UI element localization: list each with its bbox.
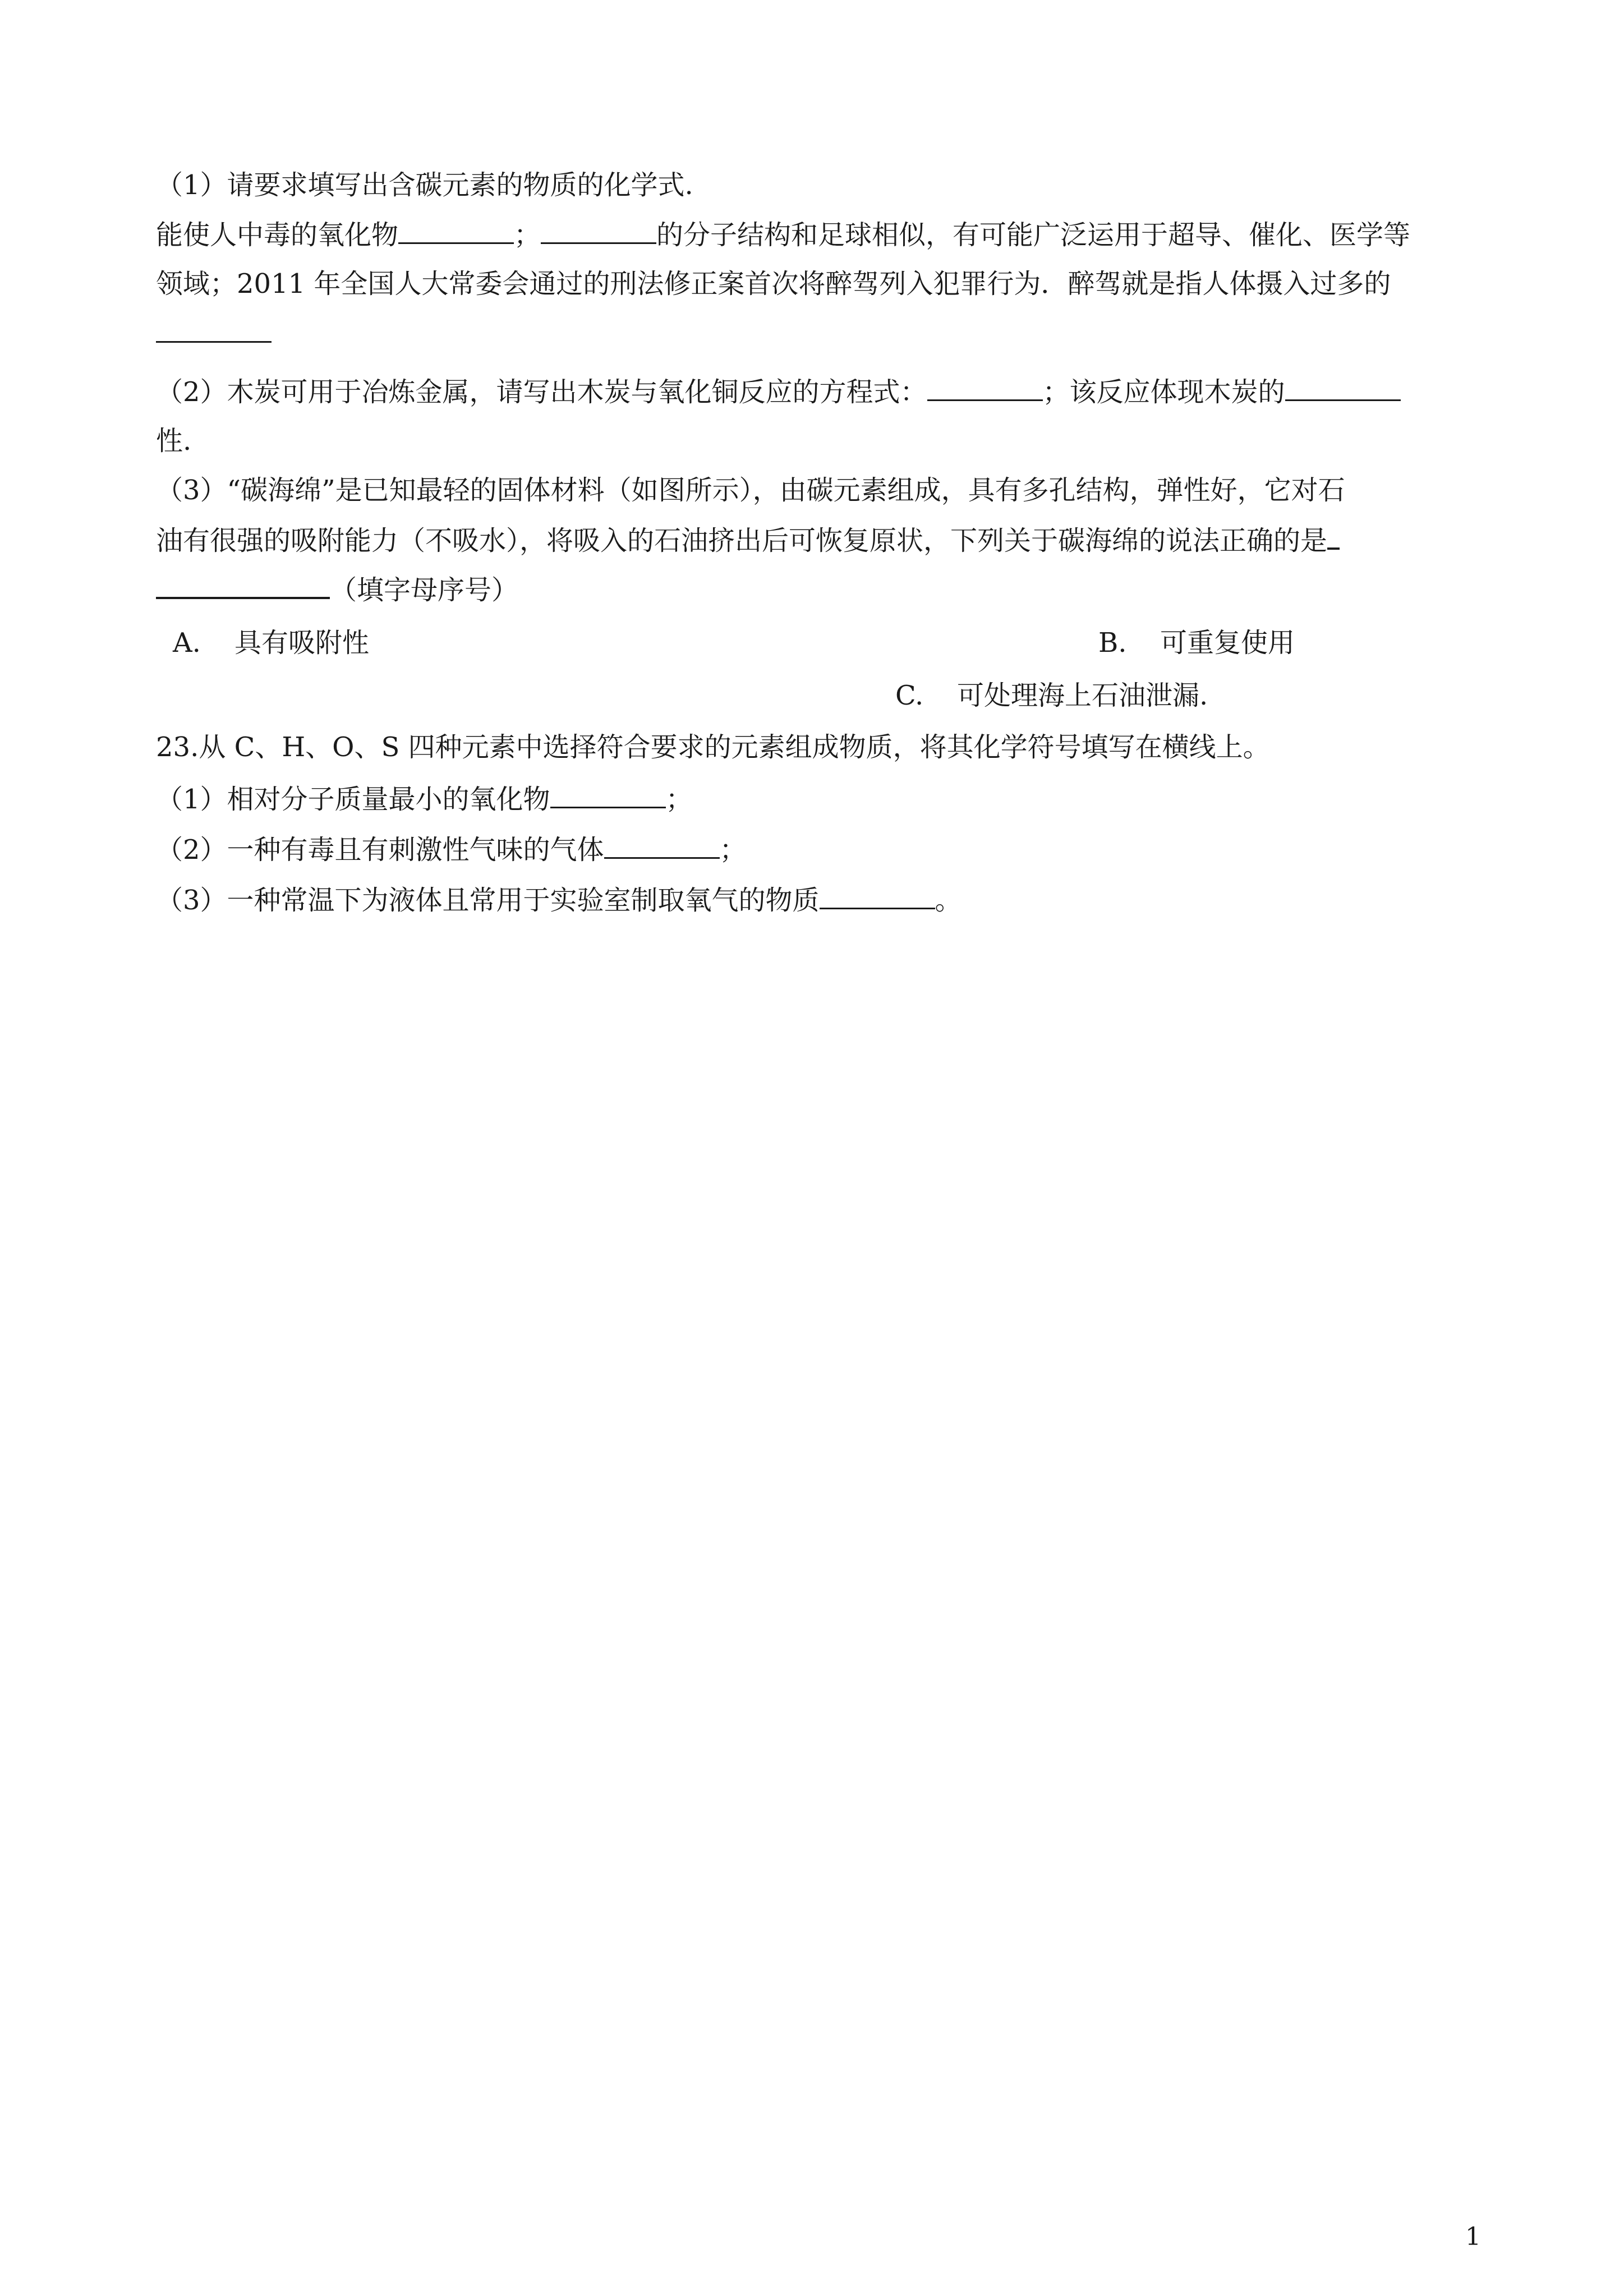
option-a-letter: A. [173, 627, 201, 659]
charcoal-equation-label: （2）木炭可用于冶炼金属，请写出木炭与氧化铜反应的方程式： [156, 376, 927, 408]
option-c-letter: C. [895, 680, 924, 711]
question-23-item-1 [156, 782, 693, 816]
item-1-blank[interactable] [550, 782, 666, 808]
question-3-line-1 [156, 473, 1345, 507]
carbon-sponge-text: （3）“碳海绵”是已知最轻的固体材料（如图所示），由碳元素组成，具有多孔结构，弹性好，它对石 [156, 475, 1345, 506]
question-23-text: 23.从 C、H、O、S 四种元素中选择符合要求的元素组成物质，将其化学符号填写在横线上。 [156, 731, 1270, 763]
toxic-oxide-label: 能使人中毒的氧化物 [156, 219, 399, 251]
question-23-item-3 [156, 883, 962, 917]
option-b[interactable] [1098, 626, 1295, 660]
football-molecule-blank[interactable] [541, 218, 656, 244]
equation-blank[interactable] [927, 375, 1043, 401]
question-1-text: （1）请要求填写出含碳元素的物质的化学式. [156, 169, 693, 201]
alcohol-blank[interactable] [156, 316, 272, 343]
question-3-line-3 [156, 572, 518, 607]
item-1-end: ； [665, 784, 693, 815]
item-3-end: 。 [935, 885, 962, 916]
answer-blank-start[interactable] [1327, 523, 1340, 550]
option-b-letter: B. [1098, 627, 1127, 659]
item-3-text: （3）一种常温下为液体且常用于实验室制取氧气的物质 [156, 885, 820, 916]
option-a[interactable] [173, 626, 369, 660]
answer-instruction: （填字母序号） [330, 574, 519, 606]
question-1-line-2 [156, 218, 1410, 252]
separator-semicolon: ； [514, 219, 541, 251]
item-2-text: （2）一种有毒且有刺激性气味的气体 [156, 834, 604, 866]
page-number: 1 [1465, 2223, 1481, 2251]
property-suffix: 性. [156, 425, 192, 457]
item-2-end: ； [719, 834, 747, 866]
carbon-sponge-question: 油有很强的吸附能力（不吸水），将吸入的石油挤出后可恢复原状，下列关于碳海绵的说法正确的是 [156, 525, 1328, 556]
question-23-title [156, 730, 1270, 764]
item-3-blank[interactable] [820, 883, 935, 909]
question-3-line-2 [156, 523, 1340, 558]
item-1-text: （1）相对分子质量最小的氧化物 [156, 784, 550, 815]
question-1-line-3 [156, 267, 1391, 301]
football-molecule-label: 的分子结构和足球相似，有可能广泛运用于超导、催化、医学等 [656, 219, 1411, 251]
drunk-driving-text: 领域；2011 年全国人大常委会通过的刑法修正案首次将醉驾列入犯罪行为．醉驾就是指人体摄入过多的 [156, 268, 1391, 300]
option-c[interactable] [895, 679, 1208, 712]
charcoal-property-label: ；该反应体现木炭的 [1042, 376, 1285, 408]
question-1-prompt [156, 168, 693, 202]
option-c-text: 可处理海上石油泄漏. [957, 680, 1208, 711]
answer-blank[interactable] [156, 572, 330, 599]
item-2-blank[interactable] [604, 832, 720, 859]
question-23-item-2 [156, 832, 747, 867]
option-b-text: 可重复使用 [1160, 627, 1295, 659]
toxic-oxide-blank[interactable] [398, 218, 514, 244]
property-blank[interactable] [1285, 375, 1401, 401]
option-a-text: 具有吸附性 [234, 627, 370, 659]
question-2-line-1 [156, 375, 1401, 409]
question-1-line-4 [156, 316, 272, 351]
question-2-line-2 [156, 424, 191, 458]
